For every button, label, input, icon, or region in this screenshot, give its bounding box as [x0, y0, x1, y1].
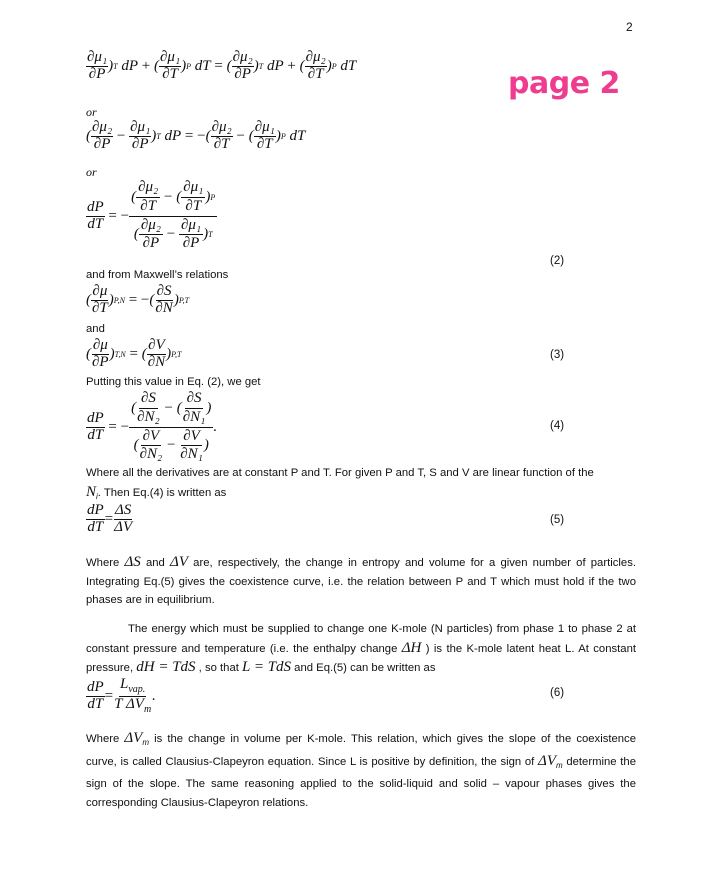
frac-num: ∂μ₂ [139, 218, 163, 236]
frac-den: ∂T [256, 135, 273, 152]
paragraph-text: ) is the K-mole latent heat L. At constant pressure, [86, 642, 636, 674]
math-Ni: N [86, 483, 97, 500]
frac-num: ∂μ₂ [232, 49, 253, 65]
math-L-TdS: L = TdS [242, 659, 292, 675]
frac-num: ∂S [185, 391, 204, 409]
equation-chemical-potential-equality: $\frac{\text{∂μ₁}}{\partial P}$ ) T dP + ( $\frac{\text{∂μ₁}}{\partial T}$ ) P dT = ( $\frac{\text{∂μ₂}}{\partial P}$ ) T dP + ( $\frac{\text{∂μ₂}}{\partial T}$ ) P dT [87, 49, 357, 82]
subscript: P,T [178, 295, 190, 305]
subscript: T [208, 230, 213, 240]
frac-den: ∂T [92, 299, 108, 316]
equation-4: $\frac{dP}{dT}$ = − ( $\frac{\partial S}{\text{∂N₂}}$ − ( $\frac{\partial S}{\text{∂N₁}}$ ) ( $\frac{\partial V}{\text{∂N₂}}$ − $\frac{\partial V}{\text{∂N₁}}$ ) . [87, 390, 218, 463]
math-delta-Vm: ΔV [538, 753, 556, 769]
paragraph-text: Where [86, 557, 125, 569]
equals: = [129, 345, 138, 362]
frac-den: ∂P [131, 135, 149, 152]
dP: dP [164, 127, 182, 144]
paragraph-text: and Eq.(5) can be written as [291, 662, 436, 674]
equals-minus: = − [108, 418, 130, 435]
frac-den: ∂N₁ [182, 408, 206, 425]
math-dH-TdS: dH = TdS [136, 659, 196, 675]
frac-den: ∂P [182, 235, 200, 252]
frac-num: ∂μ₁ [254, 119, 275, 135]
frac-den: ∂P [234, 65, 251, 82]
equals: = [214, 57, 223, 74]
paragraph-text: . Then Eq.(4) is written as [97, 486, 227, 499]
dT: dT [289, 127, 306, 144]
frac-num: dP [87, 678, 104, 695]
frac-den: ∂N₁ [180, 446, 203, 463]
frac-num: dP [87, 198, 104, 215]
equation-2: $\frac{dP}{dT}$ = − ( $\frac{\text{∂μ₂}}{\partial T}$ − ( $\frac{\text{∂μ₁}}{\partial T}$ ) P ( $\frac{\text{∂μ₂}}{\partial P}$ − $\frac{\text{∂μ₁}}{\partial P}$ ) T [87, 179, 216, 252]
frac-den: ∂T [185, 197, 202, 214]
frac-den: ∂T [140, 197, 157, 214]
frac-den: ∂T [213, 135, 230, 152]
paragraph-text: Where [86, 733, 125, 745]
frac-num: L [120, 676, 129, 692]
subscript: P,N [113, 295, 125, 305]
frac-num: ∂μ [92, 337, 108, 353]
frac-num: ∂V [181, 429, 202, 447]
frac-num: ∂S [139, 391, 158, 409]
maxwell-intro-text: and from Maxwell’s relations [86, 269, 229, 281]
subscript: m [555, 761, 563, 770]
frac-den: ∂T [307, 65, 324, 82]
equals-minus: = − [184, 127, 206, 144]
subscript: m [142, 738, 150, 747]
subscript: P [280, 131, 286, 141]
subscript: vap. [128, 684, 146, 695]
plus: + [287, 57, 296, 74]
frac-num: ∂μ₂ [211, 119, 232, 135]
equals-minus: = − [128, 291, 150, 308]
subscript: i [96, 491, 98, 501]
frac-num: ∂S [156, 283, 172, 299]
frac-den: ∂N [147, 353, 166, 370]
frac-num: ∂μ₁ [160, 49, 181, 65]
frac-den: dT [87, 518, 104, 535]
frac-den: ∂N₂ [139, 446, 163, 463]
paragraph-latent-heat [86, 620, 636, 678]
frac-num: dP [87, 502, 104, 518]
equation-number-4: (4) [550, 420, 565, 432]
frac-den: ∂P [93, 135, 111, 152]
frac-num: ∂V [148, 337, 165, 353]
putting-text: Putting this value in Eq. (2), we get [86, 376, 261, 388]
frac-num: dP [87, 409, 104, 426]
frac-num: ∂μ₁ [181, 180, 205, 198]
or-connector: or [86, 165, 97, 179]
dT: dT [194, 57, 211, 74]
subscript: m [143, 703, 152, 715]
paragraph-clausius-clapeyron [86, 729, 636, 813]
maxwell-relation-volume: ( $\frac{\partial\mu}{\partial P}$ ) T,N = ( $\frac{\partial V}{\partial N}$ ) P,T [86, 337, 182, 370]
frac-num: ∂μ₂ [305, 49, 326, 65]
frac-den: dT [87, 215, 104, 232]
math-delta-H: ΔH [401, 639, 422, 656]
math-delta-S: ΔS [124, 554, 141, 570]
frac-num: ∂V [141, 429, 162, 447]
paragraph-text: , so that [195, 662, 242, 674]
frac-num: ∂μ₁ [179, 218, 203, 236]
frac-den: ∂T [162, 65, 178, 82]
equation-6: $\frac{dP}{dT}$ = $\frac{L_{vap.}}{T \Delta V_m}$ . [87, 676, 156, 715]
equals: = [104, 510, 114, 527]
frac-den: ∂P [88, 65, 106, 82]
page-stamp: page 2 [508, 66, 620, 101]
subscript: T,N [114, 349, 126, 359]
subscript: T [113, 61, 118, 71]
frac-num: ∂μ₁ [130, 119, 151, 135]
subscript: T [156, 131, 161, 141]
plus: + [141, 57, 151, 74]
paragraph-text: are, respectively, the change in entropy and volume for a given number of particles. Integrating Eq.(5) gives the coexistence curve, i.e. the relation between P and T which must hold if the two phases are in equilibrium. [86, 557, 636, 606]
frac-den: ∂N [155, 299, 173, 316]
subscript: P [210, 192, 216, 202]
equation-5 [86, 503, 133, 536]
paragraph-derivatives [86, 464, 636, 506]
equation-number-2: (2) [550, 255, 565, 267]
equals-minus: = − [108, 207, 130, 224]
equation-number-3: (3) [550, 349, 565, 361]
frac-num: ∂μ₂ [136, 180, 160, 198]
paragraph-text: determine the sign of the slope. The same reasoning applied to the solid-liquid and solid – vapour phases gives the corresponding Clausius-Clapeyron relations. [86, 756, 636, 809]
and-text: and [86, 323, 105, 335]
page-number: 2 [626, 20, 633, 34]
or-connector: or [86, 105, 97, 119]
frac-num: ∂μ₁ [87, 49, 108, 65]
equation-number-5: (5) [550, 514, 565, 526]
maxwell-relation-entropy: ( $\frac{\partial\mu}{\partial T}$ ) P,N = − ( $\frac{\partial S}{\partial N}$ ) P,T [86, 283, 190, 316]
frac-den: ∂P [92, 353, 109, 370]
dP: dP [266, 57, 284, 74]
frac-num: ∂μ [92, 283, 108, 299]
subscript: P [331, 61, 337, 71]
subscript: P,T [171, 349, 182, 359]
frac-den: ∂N₂ [137, 408, 160, 425]
paragraph-text: is the change in volume per K-mole. This relation, which gives the slope of the coexistence curve, is called Clausius-Clapeyron equation. Since L is positive by definition, the sign of [86, 733, 636, 768]
frac-den: T ΔV [114, 695, 144, 712]
subscript: T [258, 61, 264, 71]
dT: dT [340, 57, 357, 74]
frac-num: ΔS [114, 502, 132, 518]
frac-den: dT [87, 426, 104, 443]
frac-den: ΔV [114, 518, 133, 535]
equals: = [104, 687, 114, 704]
paragraph-text: The energy which must be supplied to change one K-mole (N particles) from phase 1 to phase 2 at constant pressure and temperature (i.e. the enthalpy change [86, 623, 636, 655]
math-delta-V: ΔV [170, 554, 188, 570]
subscript: P [186, 61, 192, 71]
frac-den: dT [87, 695, 104, 712]
frac-num: ∂μ₂ [92, 119, 113, 135]
paragraph-text: and [140, 557, 171, 569]
math-delta-Vm: ΔV [124, 730, 143, 746]
dP: dP [121, 57, 139, 74]
equation-number-6: (6) [550, 687, 565, 699]
equation-rearranged: ( $\frac{\text{∂μ₂}}{\partial P}$ − $\frac{\text{∂μ₁}}{\partial P}$ ) T dP = − ( $\frac{\text{∂μ₂}}{\partial T}$ − ( $\frac{\text{∂μ₁}}{\partial T}$ ) P dT [86, 119, 306, 152]
paragraph-text: Where all the derivatives are at constant P and T. For given P and T, S and V are linear function of the [86, 467, 594, 479]
paragraph-entropy-volume [86, 553, 636, 610]
frac-den: ∂P [142, 235, 160, 252]
